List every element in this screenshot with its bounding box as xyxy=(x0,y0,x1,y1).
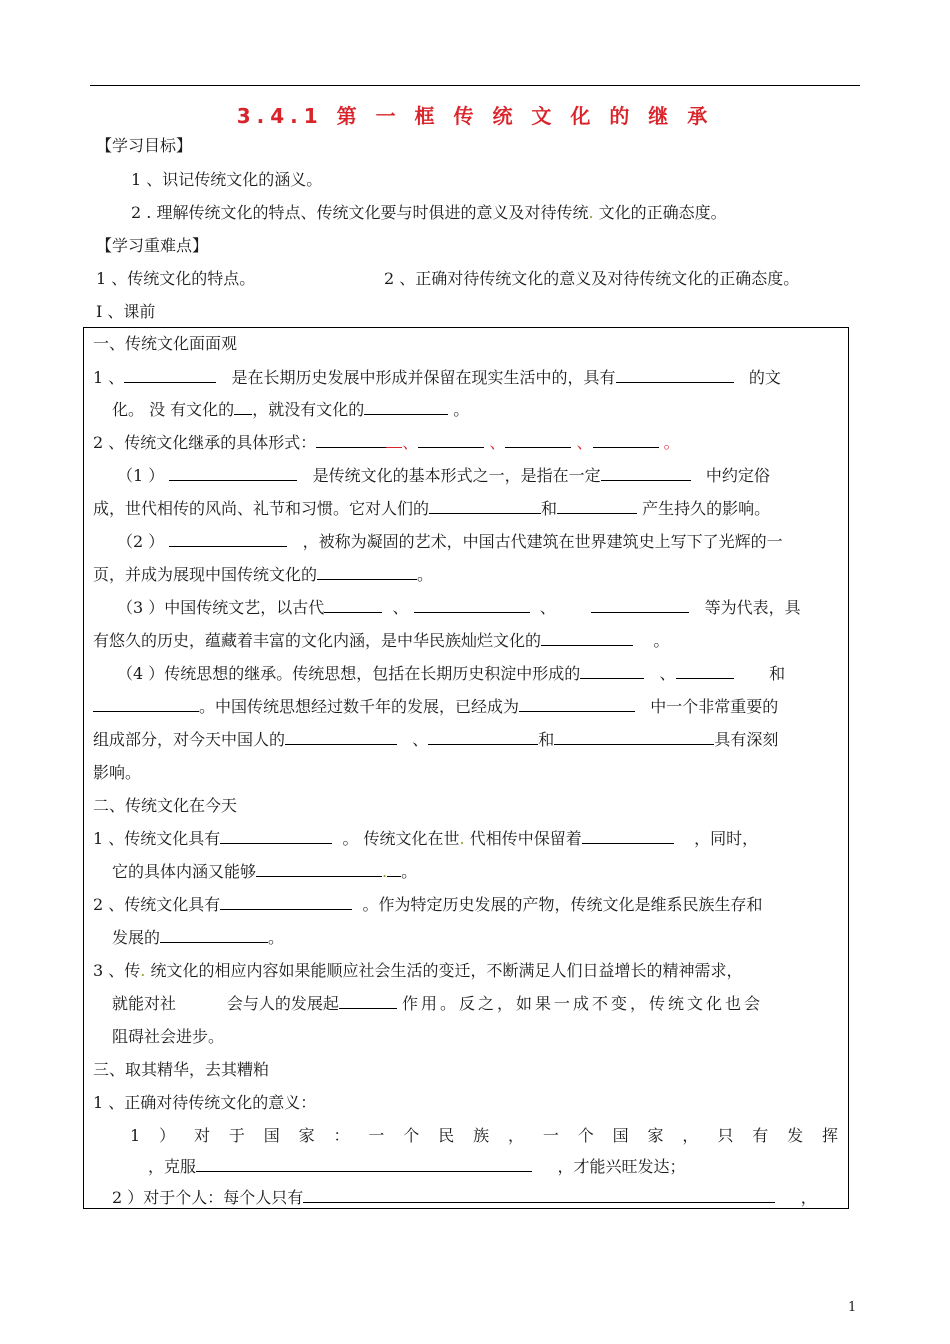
blank[interactable] xyxy=(505,431,571,448)
blank[interactable] xyxy=(519,695,635,712)
blank[interactable] xyxy=(541,629,633,646)
sub2-line-2: 页，并成为展现中国传统文化的 。 xyxy=(93,565,434,584)
blank[interactable] xyxy=(196,1155,532,1172)
blank[interactable] xyxy=(554,728,642,745)
page-number: 1 xyxy=(848,1300,857,1315)
blank[interactable] xyxy=(429,497,541,514)
key-point-1: 1 、传统文化的特点。 xyxy=(96,269,256,288)
blank[interactable] xyxy=(414,596,530,613)
t3-line-2: 就能对社 会与人的发展起 作用。反之，如果一成不变，传统文化也会 xyxy=(112,994,763,1013)
sub1-line-2: 成，世代相传的风尚、礼节和习惯。它对人们的 和 产生持久的影响。 xyxy=(93,499,771,518)
u2-line: 2 ）对于个人：每个人只有 ， xyxy=(112,1188,817,1207)
blank[interactable] xyxy=(169,530,287,547)
page-title: 3.4.1 第 一 框 传 统 文 化 的 继 承 xyxy=(236,104,714,128)
t3-line-3: 阻碍社会进步。 xyxy=(112,1027,225,1046)
part3-heading: 三、取其精华，去其糟粕 xyxy=(93,1060,270,1079)
blank[interactable] xyxy=(582,827,674,844)
key-point-2: 2 、正确对待传统文化的意义及对待传统文化的正确态度。 xyxy=(384,269,800,288)
blank[interactable] xyxy=(580,662,644,679)
u1-sub-line: 1 ） 对 于 国 家 ： 一 个 民 族 ， 一 个 国 家 ， 只 有 发 挥 xyxy=(130,1126,838,1145)
blank[interactable] xyxy=(557,497,637,514)
blank[interactable] xyxy=(256,860,382,877)
blank[interactable] xyxy=(169,464,297,481)
top-rule xyxy=(90,85,860,86)
t1-line: 1 、传统文化具有 。 传统文化在世. 代相传中保留着 ，同时， xyxy=(93,829,759,848)
blank[interactable] xyxy=(428,728,538,745)
blank[interactable] xyxy=(285,728,397,745)
objective-1: 1 、识记传统文化的涵义。 xyxy=(131,170,323,189)
q2-line: 2 、传统文化继承的具体形式： 、 、 、 。 xyxy=(93,433,680,452)
t1-line-2: 它的具体内涵又能够 . 。 xyxy=(112,862,418,881)
blank[interactable] xyxy=(316,431,386,448)
part1-heading: 一、传统文化面面观 xyxy=(93,334,238,353)
sub4-line-3: 组成部分，对今天中国人的 、 和 具有深刻 xyxy=(93,730,779,749)
blank[interactable] xyxy=(616,366,734,383)
sub4-line-2: 。中国传统思想经过数千年的发展，已经成为 中一个非常重要的 xyxy=(93,695,778,719)
blank[interactable] xyxy=(160,926,268,943)
t2-line: 2 、传统文化具有 。作为特定历史发展的产物，传统文化是维系民族生存和 xyxy=(93,895,763,914)
blank[interactable] xyxy=(364,398,448,415)
blank[interactable] xyxy=(591,596,689,613)
sub4-line: （4 ）传统思想的继承。传统思想，包括在长期历史积淀中形成的 、 和 xyxy=(117,664,786,683)
part2-heading: 二、传统文化在今天 xyxy=(93,796,238,815)
blank[interactable] xyxy=(124,366,216,383)
blank[interactable] xyxy=(386,431,402,448)
sub4-line-4: 影响。 xyxy=(93,763,142,782)
sub2-line: （2 ） ，被称为凝固的艺术，中国古代建筑在世界建筑史上写下了光辉的一 xyxy=(117,532,783,551)
sub3-line: （3 ）中国传统文艺，以古代 、 、 等为代表，具 xyxy=(117,598,801,617)
sub3-line-2: 有悠久的历史，蕴藏着丰富的文化内涵，是中华民族灿烂文化的 。 xyxy=(93,631,670,650)
objectives-heading: 【学习目标】 xyxy=(96,136,193,155)
pre-class-label: Ⅰ 、课前 xyxy=(96,302,156,321)
key-points-heading: 【学习重难点】 xyxy=(96,236,209,255)
blank[interactable] xyxy=(303,1186,775,1203)
blank[interactable] xyxy=(317,563,417,580)
blank[interactable] xyxy=(601,464,691,481)
blank[interactable] xyxy=(234,398,252,415)
blank[interactable] xyxy=(220,827,332,844)
sub1-line: （1 ） 是传统文化的基本形式之一，是指在一定 中约定俗 xyxy=(117,466,770,485)
blank[interactable] xyxy=(593,431,659,448)
blank[interactable] xyxy=(220,893,352,910)
blank[interactable] xyxy=(324,596,382,613)
t2-line-2: 发展的 。 xyxy=(112,928,285,947)
q1-line: 1 、 是在长期历史发展中形成并保留在现实生活中的，具有 的文 xyxy=(93,368,781,387)
blank[interactable] xyxy=(387,860,401,877)
blank[interactable] xyxy=(93,695,199,712)
objective-2: 2 . 理解传统文化的特点、传统文化要与时俱进的意义及对待传统. 文化的正确态度。 xyxy=(131,203,727,222)
blank[interactable] xyxy=(676,662,734,679)
u1-line: 1 、正确对待传统文化的意义： xyxy=(93,1093,317,1112)
blank[interactable] xyxy=(642,728,714,745)
blank[interactable] xyxy=(418,431,484,448)
q1-line-2: 化。 没 有文化的 ，就没有文化的 。 xyxy=(112,400,470,419)
blank[interactable] xyxy=(339,992,397,1009)
t3-line: 3 、传. 统文化的相应内容如果能顺应社会生活的变迁，不断满足人们日益增长的精神需求， xyxy=(93,961,743,980)
u1-sub-line-2: ，克服 ，才能兴旺发达； xyxy=(148,1157,686,1176)
